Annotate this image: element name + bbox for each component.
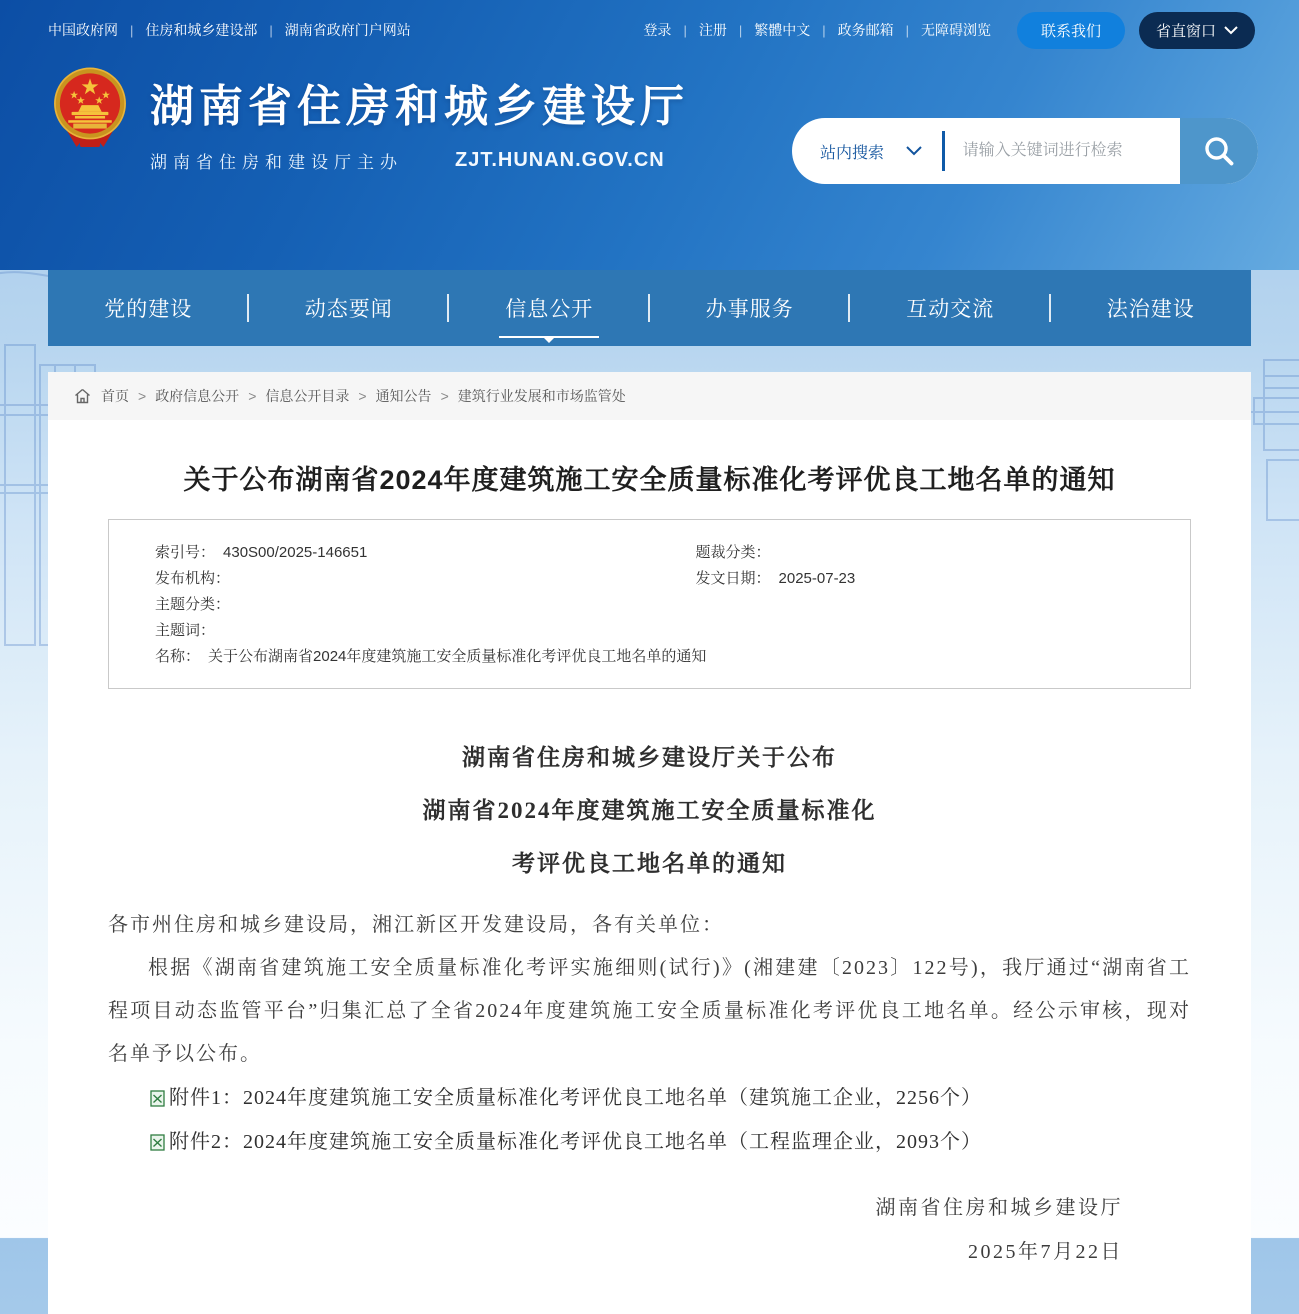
- search-input[interactable]: [945, 118, 1180, 184]
- meta-publisher: [109, 566, 650, 592]
- salutation-paragraph: 各市州住房和城乡建设局，湘江新区开发建设局，各有关单位：: [108, 914, 724, 936]
- meta-value: 关于公布湖南省2024年度建筑施工安全质量标准化考评优良工地名单的通知: [208, 648, 707, 665]
- signature-date: 2025年7月22日: [968, 1241, 1123, 1263]
- breadcrumb-info-catalog[interactable]: 信息公开目录: [265, 388, 350, 404]
- attachment-link-2[interactable]: [108, 1120, 1191, 1164]
- province-window-label: 省直窗口: [1155, 22, 1216, 40]
- meta-label: 名称：: [155, 648, 201, 665]
- nav-news[interactable]: [249, 270, 450, 346]
- search-icon: [1202, 134, 1236, 168]
- meta-label: 题裁分类：: [695, 544, 771, 561]
- meta-row: [109, 592, 1190, 618]
- document-heading-line: 湖南省2024年度建筑施工安全质量标准化: [422, 798, 877, 823]
- top-utility-bar: [0, 0, 1299, 60]
- contact-us-button[interactable]: 联系我们: [1017, 12, 1125, 49]
- meta-label: 主题词：: [155, 622, 216, 639]
- document-body: [108, 904, 1191, 1076]
- nav-interaction[interactable]: [850, 270, 1051, 346]
- attachment-list: [108, 1076, 1191, 1164]
- province-window-dropdown[interactable]: [1139, 12, 1255, 49]
- breadcrumb-separator: >: [440, 388, 449, 404]
- search-scope-dropdown[interactable]: [792, 140, 942, 163]
- divider: |: [822, 22, 826, 38]
- active-tab-underline: [499, 336, 599, 338]
- login-link[interactable]: 登录: [643, 22, 672, 38]
- topbar-right-links: [643, 12, 1255, 49]
- breadcrumb-home[interactable]: 首页: [101, 388, 129, 404]
- meta-value: 430S00/2025-146651: [223, 544, 368, 561]
- link-china-gov[interactable]: 中国政府网: [48, 22, 118, 38]
- search-scope-label: 站内搜索: [820, 144, 885, 162]
- link-mohurd[interactable]: 住房和城乡建设部: [145, 22, 258, 38]
- link-hunan-gov-portal[interactable]: 湖南省政府门户网站: [284, 22, 411, 38]
- topbar-left-links: [48, 20, 411, 40]
- site-header: [0, 60, 1299, 270]
- site-identity: [150, 70, 689, 173]
- article: [48, 420, 1251, 1314]
- national-emblem-logo: [48, 65, 132, 157]
- meta-date: [650, 566, 1191, 592]
- meta-label: 主题分类：: [155, 596, 231, 613]
- breadcrumb: [48, 372, 1251, 420]
- site-search: [792, 118, 1258, 184]
- accessibility-link[interactable]: 无障碍浏览: [921, 22, 991, 38]
- meta-value: 2025-07-23: [778, 570, 856, 587]
- breadcrumb-current: 建筑行业发展和市场监管处: [457, 388, 626, 404]
- divider: |: [269, 22, 273, 38]
- meta-row: [109, 618, 1190, 644]
- nav-label: 党的建设: [104, 298, 193, 321]
- attachment-label: 附件1：2024年度建筑施工安全质量标准化考评优良工地名单（建筑施工企业，2256个）: [169, 1087, 982, 1109]
- breadcrumb-separator: >: [358, 388, 367, 404]
- excel-attachment-icon: [150, 1134, 165, 1151]
- nav-information-disclosure[interactable]: [449, 270, 650, 346]
- meta-row: [109, 644, 1190, 670]
- nav-label: 信息公开: [505, 298, 594, 321]
- attachment-link-1[interactable]: [108, 1076, 1191, 1120]
- breadcrumb-notices[interactable]: 通知公告: [375, 388, 432, 404]
- attachment-label: 附件2：2024年度建筑施工安全质量标准化考评优良工地名单（工程监理企业，2093个）: [169, 1131, 982, 1153]
- nav-party-building[interactable]: [48, 270, 249, 346]
- breadcrumb-gov-info[interactable]: 政府信息公开: [155, 388, 240, 404]
- nav-rule-of-law[interactable]: [1051, 270, 1252, 346]
- main-navigation: [48, 270, 1251, 346]
- nav-label: 动态要闻: [304, 298, 393, 321]
- meta-keywords: [109, 618, 650, 644]
- register-link[interactable]: 注册: [698, 22, 727, 38]
- meta-row: [109, 540, 1190, 566]
- divider: |: [683, 22, 687, 38]
- excel-attachment-icon: [150, 1090, 165, 1107]
- search-button[interactable]: [1180, 118, 1258, 184]
- gov-mail-link[interactable]: 政务邮箱: [837, 22, 894, 38]
- traditional-chinese-link[interactable]: 繁體中文: [754, 22, 811, 38]
- body-paragraph: 根据《湖南省建筑施工安全质量标准化考评实施细则(试行)》(湘建建〔2023〕122号)，我厅通过“湖南省工程项目动态监管平台”归集汇总了全省2024年度建筑施工安全质量标准化考评优良工地名单。经公示审核，现对名单予以公布。: [108, 957, 1191, 1065]
- meta-label: 索引号：: [155, 544, 216, 561]
- divider: |: [738, 22, 743, 38]
- site-host-label: 湖南省住房和建设厅主办: [150, 153, 403, 172]
- meta-genre: [650, 540, 1191, 566]
- chevron-down-icon: [1224, 26, 1238, 35]
- document-heading-line: 湖南省住房和城乡建设厅关于公布: [462, 745, 837, 770]
- breadcrumb-separator: >: [248, 388, 257, 404]
- document-heading: [108, 731, 1191, 890]
- site-domain: ZJT.HUNAN.GOV.CN: [455, 149, 665, 171]
- nav-services[interactable]: [650, 270, 851, 346]
- divider: |: [905, 22, 909, 38]
- nav-label: 互动交流: [906, 298, 995, 321]
- site-subtitle-row: [150, 148, 689, 173]
- meta-label: 发布机构：: [155, 570, 231, 587]
- signature-agency: 湖南省住房和城乡建设厅: [875, 1197, 1123, 1219]
- breadcrumb-separator: >: [138, 388, 147, 404]
- document-heading-line: 考评优良工地名单的通知: [512, 851, 787, 876]
- home-icon: [74, 388, 91, 404]
- chevron-down-icon: [906, 146, 922, 156]
- nav-label: 法治建设: [1106, 298, 1195, 321]
- meta-topic: [109, 592, 650, 618]
- meta-label: 发文日期：: [695, 570, 771, 587]
- nav-label: 办事服务: [705, 298, 794, 321]
- document-meta-box: [108, 519, 1191, 689]
- page-title: 关于公布湖南省2024年度建筑施工安全质量标准化考评优良工地名单的通知: [183, 465, 1116, 495]
- divider: |: [130, 22, 134, 38]
- content-card: [48, 372, 1251, 1314]
- meta-row: [109, 566, 1190, 592]
- meta-name: [109, 644, 1190, 670]
- signature-block: [108, 1186, 1191, 1274]
- meta-index: [109, 540, 650, 566]
- site-title: 湖南省住房和城乡建设厅: [150, 82, 689, 131]
